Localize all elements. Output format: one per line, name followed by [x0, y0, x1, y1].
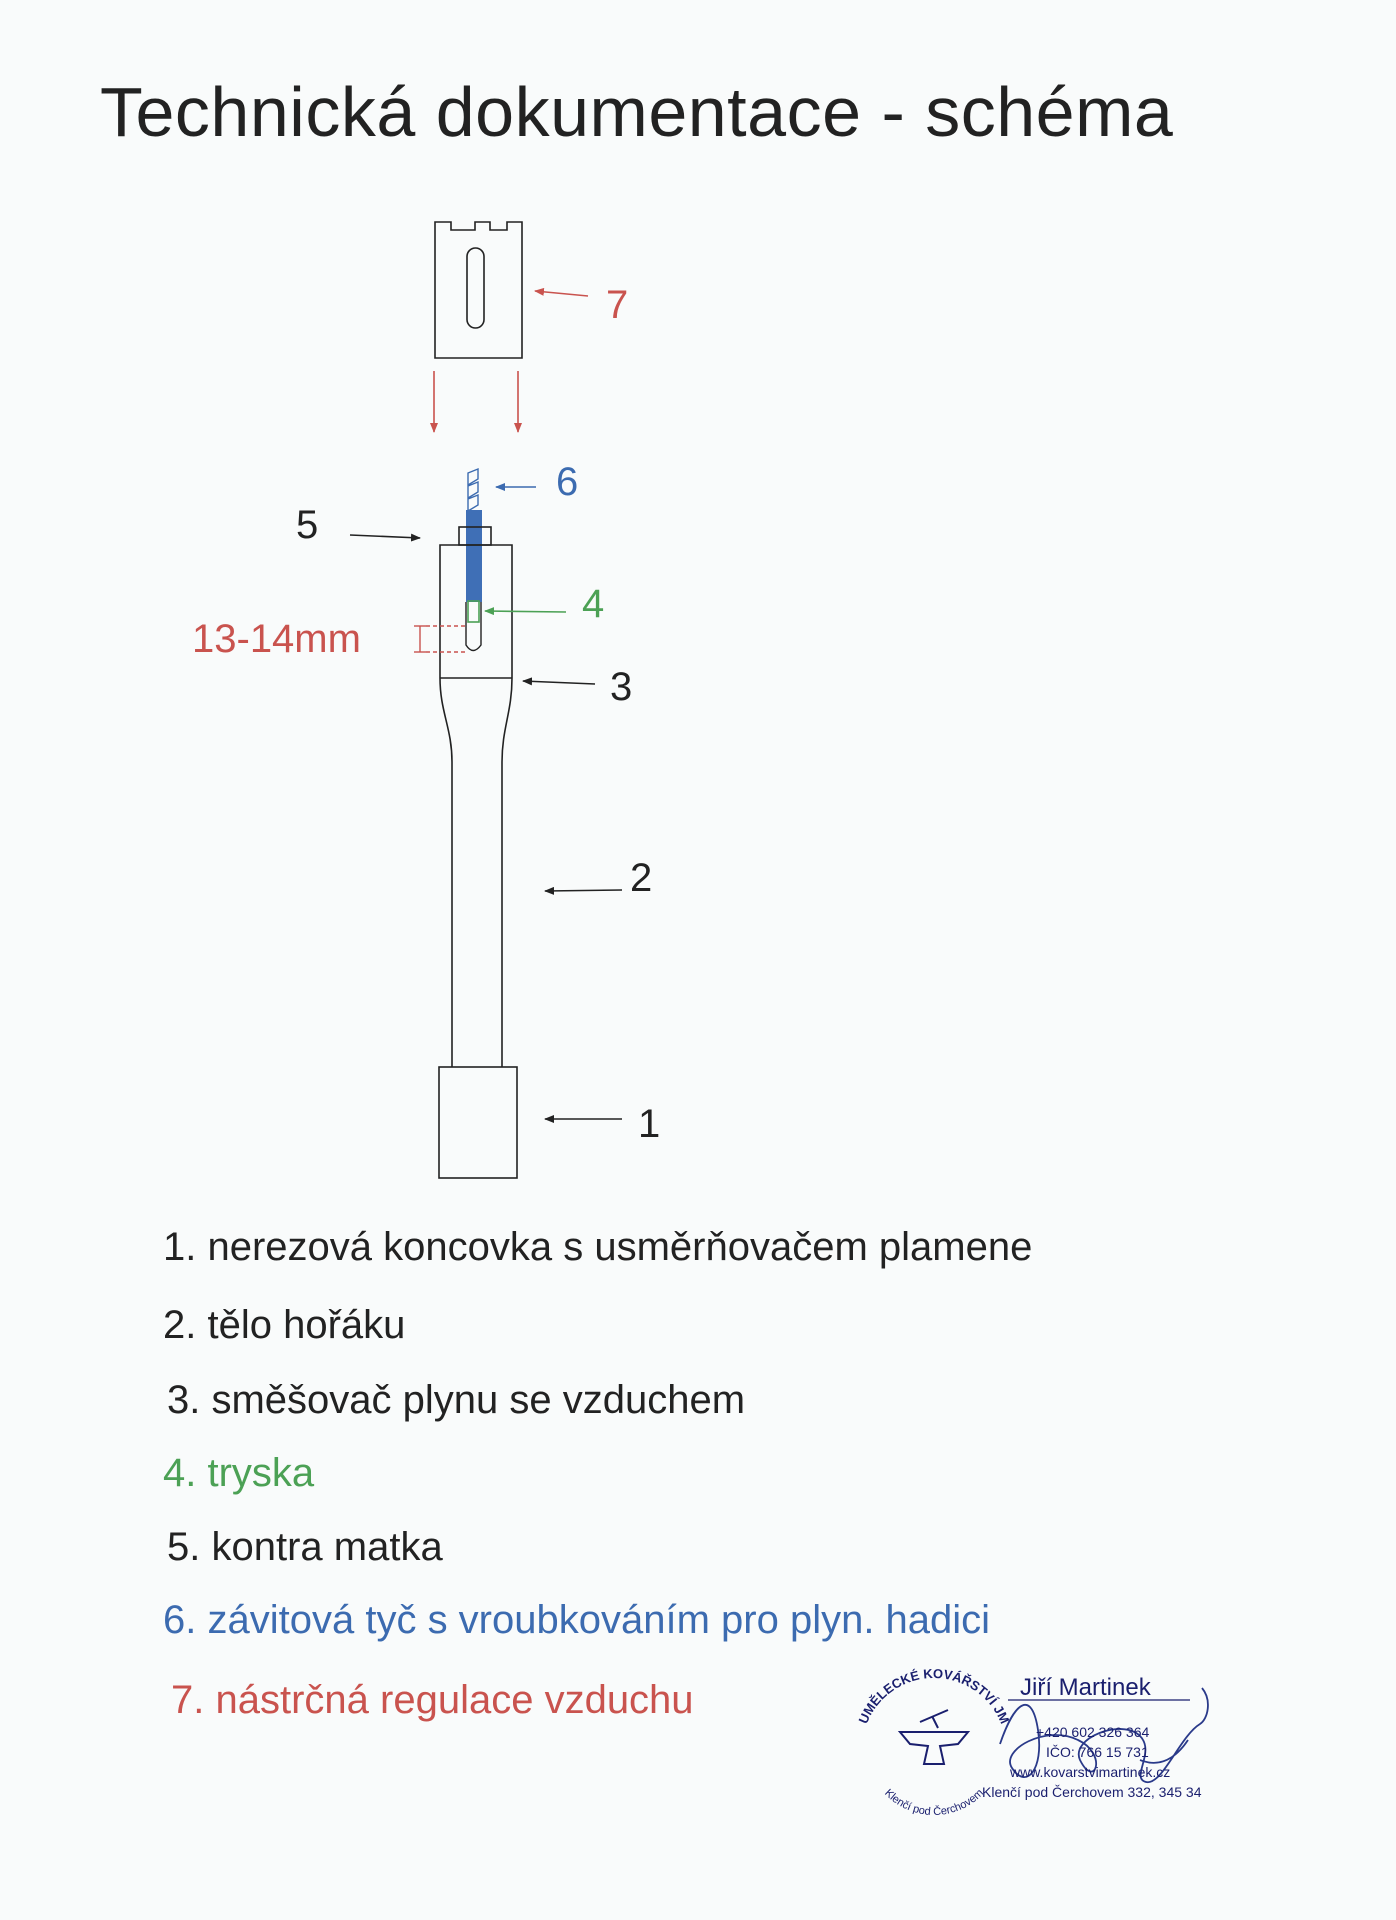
legend-item-3 [167, 1378, 745, 1423]
end-cap [439, 1067, 517, 1178]
callout-arrow-7 [535, 291, 588, 296]
stamp-address: Klenčí pod Čerchovem 332, 345 34 [982, 1784, 1202, 1800]
callout-arrow-4 [485, 611, 566, 612]
company-stamp [840, 1640, 1240, 1830]
legend-text: tryska [207, 1451, 315, 1495]
legend-item-7 [171, 1678, 694, 1723]
legend-number: 4. [163, 1451, 197, 1495]
page-title: Technická dokumentace - schéma [100, 73, 1174, 151]
air-regulator-sleeve [435, 222, 522, 358]
burner-body [440, 678, 512, 1067]
legend-item-6 [163, 1598, 990, 1643]
stamp-circle-bottom: Klenčí pod Čerchovem [882, 1786, 986, 1819]
dimension-label: 13-14mm [192, 617, 361, 661]
callout-1: 1 [638, 1102, 661, 1146]
callout-5: 5 [296, 503, 319, 547]
legend-text: nerezová koncovka s usměrňovačem plamene [207, 1225, 1033, 1269]
callout-6: 6 [556, 460, 579, 504]
legend-number: 6. [163, 1598, 197, 1642]
legend-item-5 [167, 1525, 443, 1570]
legend-number: 2. [163, 1303, 197, 1347]
stamp-ico: IČO: 766 15 731 [1046, 1744, 1149, 1760]
legend-text: nástrčná regulace vzduchu [215, 1678, 694, 1722]
legend-text: kontra matka [211, 1525, 443, 1569]
callout-arrow-3 [523, 681, 595, 684]
legend-text: směšovač plynu se vzduchem [211, 1378, 746, 1422]
legend-number: 1. [163, 1225, 197, 1269]
legend-number: 5. [167, 1525, 201, 1569]
callout-2: 2 [630, 856, 653, 900]
stamp-web: www.kovarstvimartinek.cz [1010, 1764, 1171, 1780]
stamp-circle-top: UMĚLECKÉ KOVÁŘSTVÍ JM [855, 1665, 1013, 1726]
legend-item-4 [163, 1451, 314, 1496]
legend-number: 3. [167, 1378, 201, 1422]
legend-item-2 [163, 1303, 405, 1348]
legend-text: tělo hořáku [207, 1303, 406, 1347]
stamp-name: Jiří Martinek [1020, 1674, 1151, 1701]
nozzle [468, 601, 479, 622]
callout-4: 4 [582, 582, 605, 626]
stamp-phone: +420 602 326 364 [1036, 1724, 1150, 1740]
anvil-icon [900, 1710, 968, 1764]
legend-text: závitová tyč s vroubkováním pro plyn. hadici [207, 1598, 991, 1642]
callout-arrow-2 [545, 890, 622, 891]
legend-item-1 [163, 1225, 1032, 1270]
callout-7: 7 [606, 283, 629, 327]
legend-number: 7. [171, 1678, 205, 1722]
threaded-rod [466, 469, 482, 602]
callout-arrow-5 [350, 535, 420, 538]
callout-3: 3 [610, 665, 633, 709]
